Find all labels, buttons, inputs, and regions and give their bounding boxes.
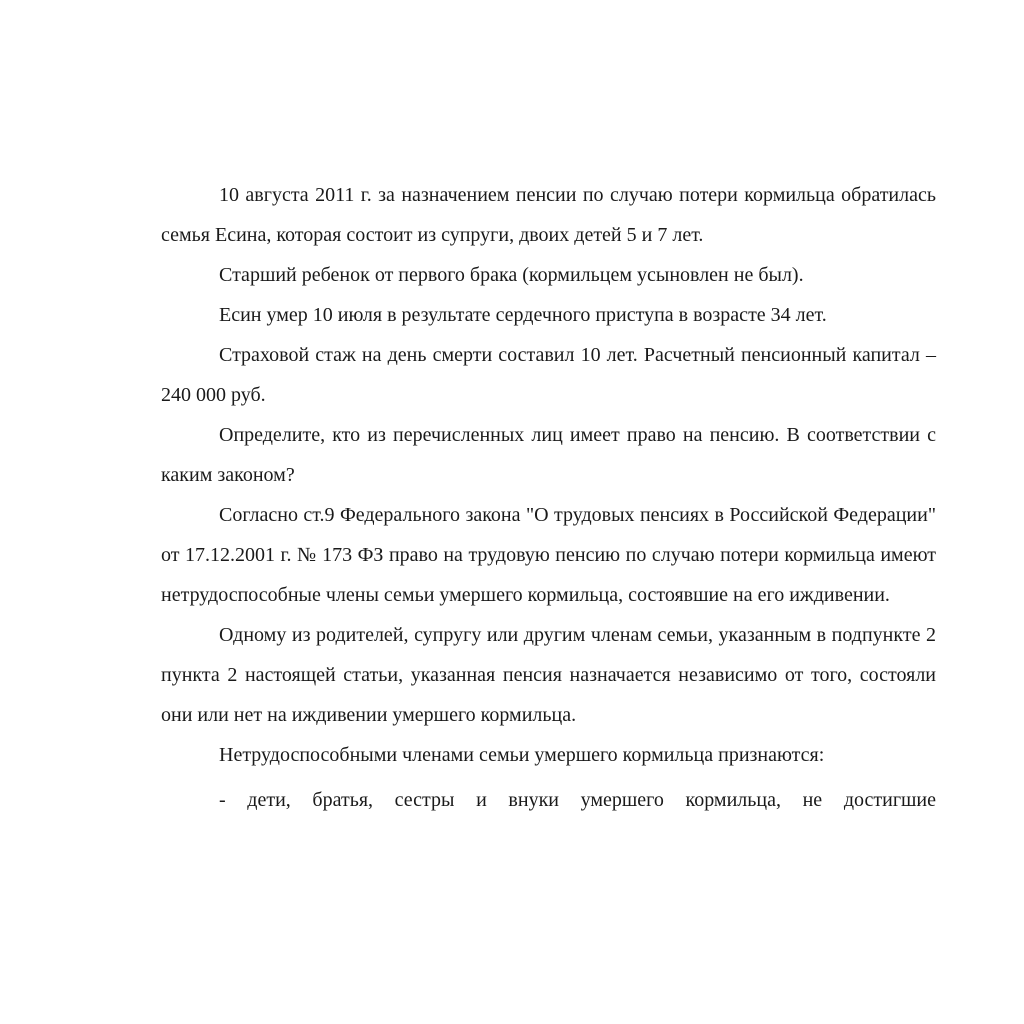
paragraph-9-partial: - дети, братья, сестры и внуки умершего кормильца, не достигшие	[219, 789, 936, 811]
paragraph-5: Определите, кто из перечисленных лиц имеет право на пенсию. В соответствии с каким законом?	[161, 424, 936, 486]
cut-off-line	[161, 775, 936, 811]
paragraph-3: Есин умер 10 июля в результате сердечного приступа в возрасте 34 лет.	[219, 304, 827, 326]
paragraph-1: 10 августа 2011 г. за назначением пенсии по случаю потери кормильца обратилась семья Есина, которая состоит из супруги, двоих детей 5 и 7 лет.	[161, 184, 936, 246]
paragraph-4: Страховой стаж на день смерти составил 10 лет. Расчетный пенсионный капитал – 240 000 руб.	[161, 344, 936, 406]
paragraph-2: Старший ребенок от первого брака (кормильцем усыновлен не был).	[219, 264, 804, 286]
document-page	[161, 175, 936, 811]
paragraph-6: Согласно ст.9 Федерального закона "О трудовых пенсиях в Российской Федерации" от 17.12.2001 г. № 173 ФЗ право на трудовую пенсию по случаю потери кормильца имеют нетрудоспособные члены семьи умершего кормильца, состоявшие на его иждивении.	[161, 504, 936, 606]
paragraph-7: Одному из родителей, супругу или другим членам семьи, указанным в подпункте 2 пункта 2 настоящей статьи, указанная пенсия назначается независимо от того, состояли они или нет на иждивении умершего кормильца.	[161, 624, 936, 726]
paragraph-8: Нетрудоспособными членами семьи умершего кормильца признаются:	[219, 744, 825, 766]
